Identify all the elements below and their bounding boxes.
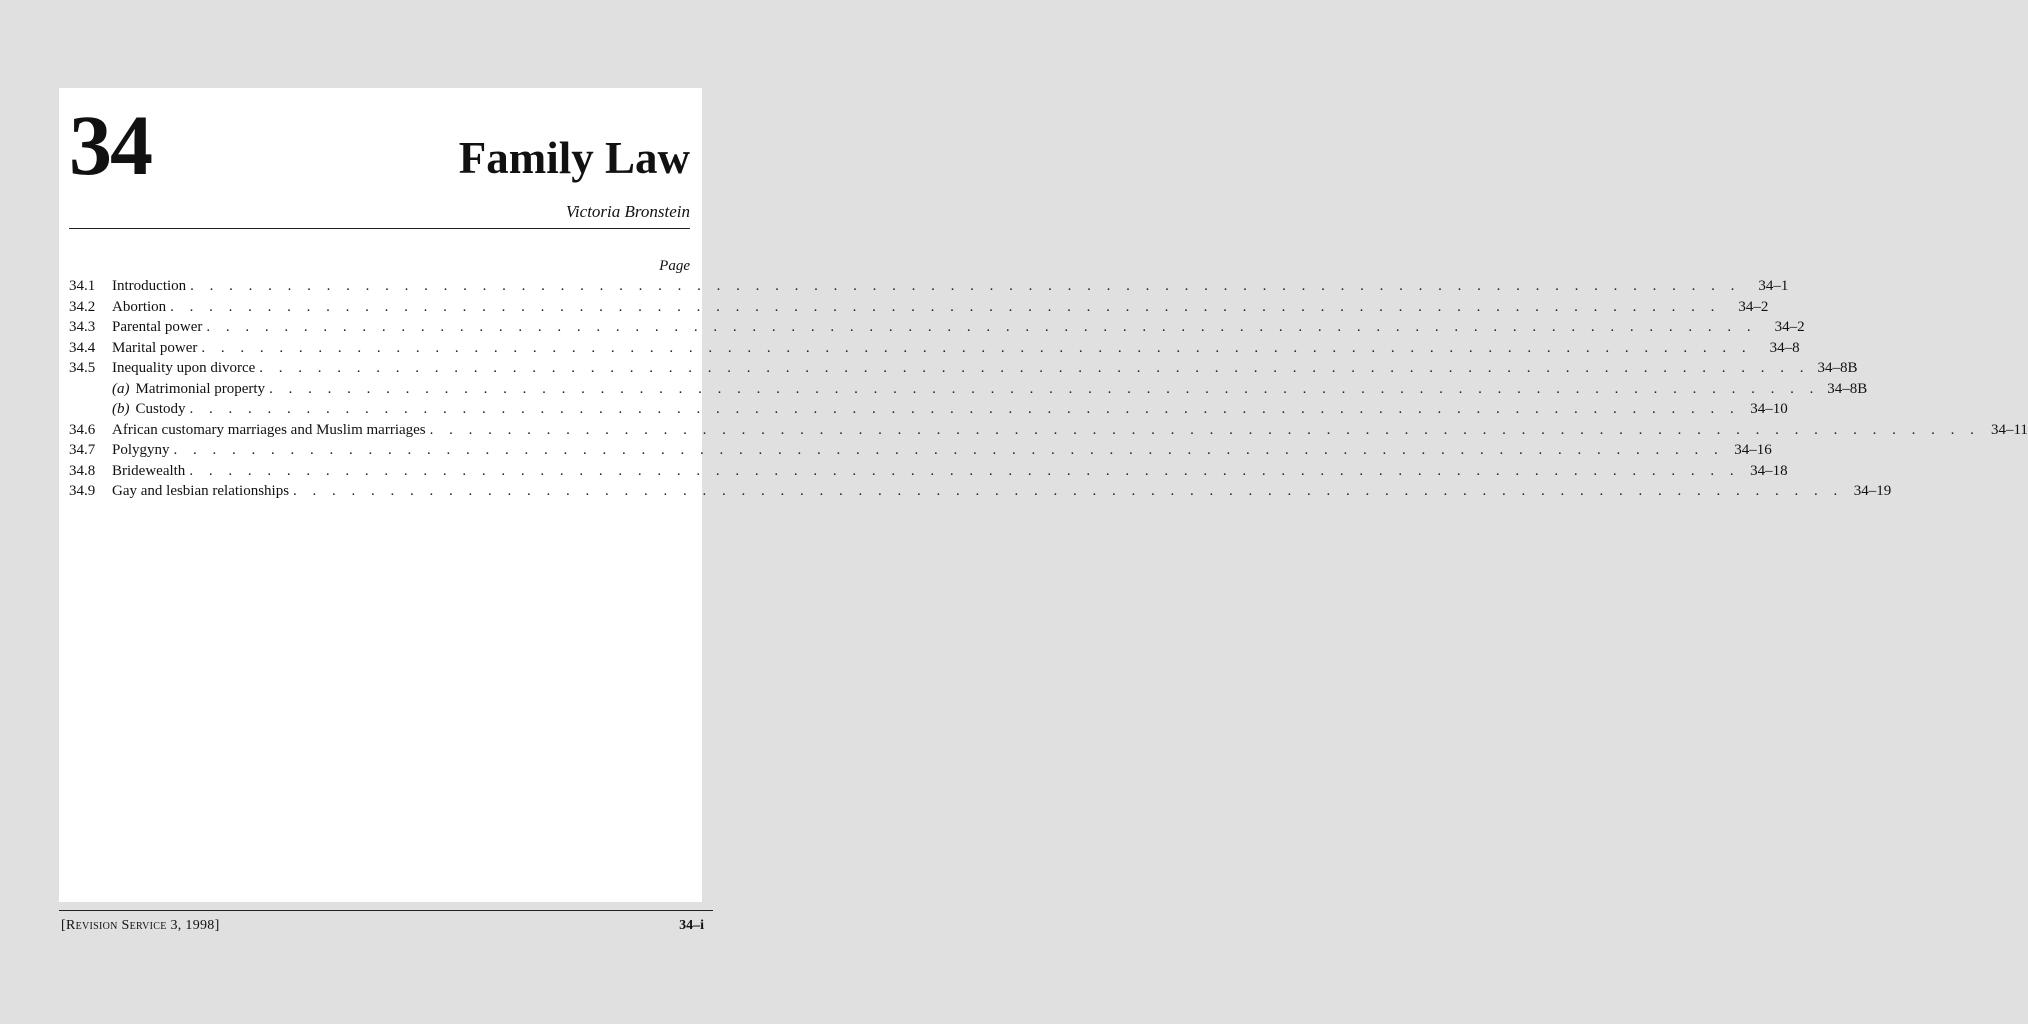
toc-dot-leader: . . . . . . . . . . . . . . . . . . . . . . . . . . . . . . . . . . . . . . . . . . . . . . . . . . . . . . . . . . . . . . . . . . . . . . . . . . . . . . . . [269,380,1820,397]
toc-entry-line [112,317,1805,338]
toc-page-column-header: Page [659,258,690,274]
toc-entry-page: 34–8 [1769,339,1800,356]
toc-entry[interactable] [69,379,1868,400]
document-page [59,88,2028,902]
toc-entry-label: Gay and lesbian relationships [112,483,290,499]
toc-entry-number: 34.7 [69,442,96,458]
toc-entry-label: Parental power [112,319,203,335]
revision-service-note: [Revision Service 3, 1998] [61,918,220,933]
toc-dot-leader: . . . . . . . . . . . . . . . . . . . . . . . . . . . . . . . . . . . . . . . . . . . . . . . . . . . . . . . . . . . . . . . . . . . . . . . . . . . . . . . . [170,298,1721,315]
chapter-number: 34 [69,97,151,193]
toc-entry-line [112,481,1892,502]
toc-dot-leader: . . . . . . . . . . . . . . . . . . . . . . . . . . . . . . . . . . . . . . . . . . . . . . . . . . . . . . . . . . . . . . . . . . . . . . . . . . . . . . . . [173,442,1724,458]
toc-entry-label: Matrimonial property [135,380,266,397]
toc-entry[interactable] [69,440,1772,461]
toc-entry-number: 34.4 [69,339,96,356]
toc-entry-page: 34–2 [1774,319,1805,335]
toc-entry[interactable] [69,338,1800,359]
toc-dot-leader: . . . . . . . . . . . . . . . . . . . . . . . . . . . . . . . . . . . . . . . . . . . . . . . . . . . . . . . . . . . . . . . . . . . . . . . . . . . . . . . . [293,483,1844,499]
chapter-title: Family Law [458,133,690,183]
toc-entry-page: 34–8B [1827,380,1868,397]
toc-entry-number: 34.2 [69,298,96,315]
toc-entry-number: 34.9 [69,483,96,499]
toc-dot-leader: . . . . . . . . . . . . . . . . . . . . . . . . . . . . . . . . . . . . . . . . . . . . . . . . . . . . . . . . . . . . . . . . . . . . . . . . . . . . . . . . [189,401,1740,417]
toc-entry-line [112,297,1769,318]
table-of-contents [69,256,2028,502]
toc-entry-label: Abortion [112,298,167,315]
footer-divider [59,910,713,911]
toc-entry-line [112,461,1788,482]
toc-entry[interactable] [69,461,1788,482]
toc-entry-page: 34–19 [1853,483,1892,499]
toc-entry-label: African customary marriages and Muslim marriages [112,421,426,438]
toc-dot-leader: . . . . . . . . . . . . . . . . . . . . . . . . . . . . . . . . . . . . . . . . . . . . . . . . . . . . . . . . . . . . . . . . . . . . . . . . . . . . . . . . [429,421,1980,438]
title-divider [69,228,690,229]
toc-entry-label: Marital power [112,339,198,356]
toc-entry-label: Custody [135,401,186,417]
toc-entry-number: 34.8 [69,462,96,479]
toc-entries [69,276,2028,502]
toc-entry-line [112,440,1772,461]
toc-entry-line [112,358,1858,379]
toc-entry-line [112,338,1800,359]
chapter-author: Victoria Bronstein [565,202,690,221]
toc-dot-leader: . . . . . . . . . . . . . . . . . . . . . . . . . . . . . . . . . . . . . . . . . . . . . . . . . . . . . . . . . . . . . . . . . . . . . . . . . . . . . . . . [190,278,1741,294]
toc-entry[interactable] [69,276,1789,297]
page-number: 34–i [679,918,704,933]
toc-entry-page: 34–10 [1750,401,1788,417]
toc-entry-page: 34–11 [1990,421,2028,438]
toc-entry-page: 34–18 [1750,462,1788,479]
toc-dot-leader: . . . . . . . . . . . . . . . . . . . . . . . . . . . . . . . . . . . . . . . . . . . . . . . . . . . . . . . . . . . . . . . . . . . . . . . . . . . . . . . . [259,360,1810,376]
toc-subentry-marker: (a) [112,380,130,397]
toc-entry-page: 34–2 [1738,298,1769,315]
toc-entry-line [112,420,2028,441]
toc-entry-number: 34.6 [69,421,96,438]
toc-entry-label: Inequality upon divorce [112,360,256,376]
toc-entry-number: 34.1 [69,278,96,294]
toc-entry[interactable] [69,317,1805,338]
toc-entry-label: Introduction [112,278,187,294]
toc-entry[interactable] [69,399,1788,420]
toc-entry-line [112,379,1868,400]
toc-entry-page: 34–1 [1758,278,1789,294]
toc-entry[interactable] [69,481,1892,502]
toc-entry-line [112,276,1789,297]
toc-entry-page: 34–16 [1734,442,1772,458]
toc-entry-page: 34–8B [1817,360,1858,376]
toc-entry-number: 34.3 [69,319,96,335]
toc-subentry-marker: (b) [112,401,130,417]
toc-entry-number: 34.5 [69,360,96,376]
toc-dot-leader: . . . . . . . . . . . . . . . . . . . . . . . . . . . . . . . . . . . . . . . . . . . . . . . . . . . . . . . . . . . . . . . . . . . . . . . . . . . . . . . . [189,462,1740,479]
toc-entry[interactable] [69,420,2028,441]
toc-entry-line [112,399,1788,420]
toc-entry-label: Bridewealth [112,462,186,479]
toc-entry[interactable] [69,358,1858,379]
toc-entry[interactable] [69,297,1769,318]
toc-dot-leader: . . . . . . . . . . . . . . . . . . . . . . . . . . . . . . . . . . . . . . . . . . . . . . . . . . . . . . . . . . . . . . . . . . . . . . . . . . . . . . . . [206,319,1757,335]
toc-entry-label: Polygyny [112,442,170,458]
toc-dot-leader: . . . . . . . . . . . . . . . . . . . . . . . . . . . . . . . . . . . . . . . . . . . . . . . . . . . . . . . . . . . . . . . . . . . . . . . . . . . . . . . . [201,339,1752,356]
